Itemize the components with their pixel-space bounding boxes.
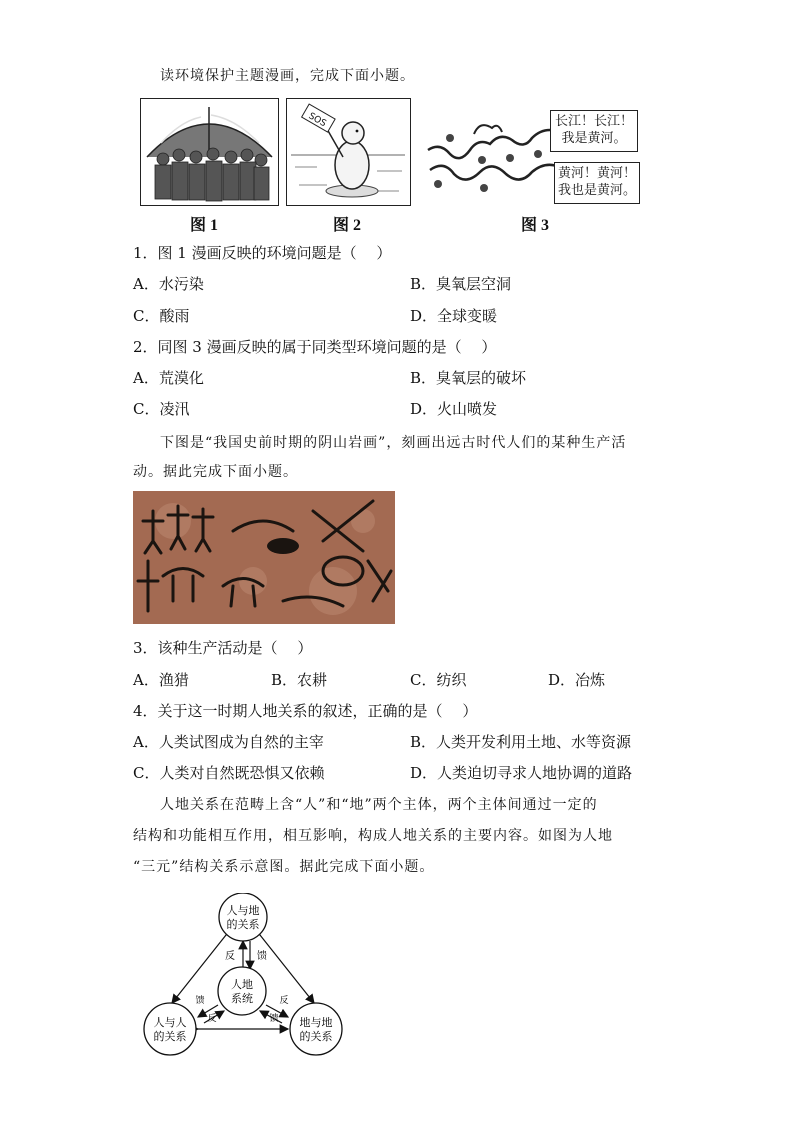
speech-bubble-2: [554, 162, 640, 204]
section2-intro-line-1: 下图是“我国史前时期的阴山岩画”，刻画出远古时代人们的某种生产活: [160, 435, 627, 451]
figure-1-umbrella-cartoon: [140, 98, 279, 206]
q2-option-b[interactable]: B．臭氧层的破坏: [410, 369, 527, 387]
node-top-line-1: 人与地: [226, 904, 260, 917]
label-kui: 馈: [257, 951, 267, 962]
node-top-line-2: 的关系: [226, 918, 260, 931]
node-center-line-2: 系统: [231, 992, 253, 1005]
node-right-line-2: 的关系: [299, 1030, 333, 1043]
q2-option-a[interactable]: A．荒漠化: [133, 369, 204, 387]
bubble-2-line-2: 我也是黄河。: [557, 183, 636, 198]
node-center-line-1: 人地: [231, 978, 253, 991]
label-left-a: 馈: [195, 996, 205, 1006]
q1-option-b[interactable]: B．臭氧层空洞: [410, 275, 512, 293]
node-left-line-2: 的关系: [153, 1030, 187, 1043]
label-right-b: 馈: [269, 1014, 279, 1024]
caption-figure-1: 图 1: [190, 217, 219, 234]
node-left-line-1: 人与人: [153, 1016, 187, 1029]
section3-intro-line-2: 结构和功能相互作用，相互影响，构成人地关系的主要内容。如图为人地: [133, 828, 613, 844]
section3-intro-line-3: “三元”结构关系示意图。据此完成下面小题。: [133, 859, 435, 875]
caption-figure-3: 图 3: [521, 217, 550, 234]
sos-sign-text: SOS: [306, 111, 328, 130]
node-human-land: [219, 893, 267, 941]
rock-painting-image: [133, 491, 395, 624]
q4-option-c[interactable]: C．人类对自然既恐惧又依赖: [133, 764, 325, 782]
label-left-b: 反: [207, 1014, 217, 1024]
q1-option-d[interactable]: D．全球变暖: [410, 307, 498, 325]
q2-option-d[interactable]: D．火山喷发: [410, 400, 498, 418]
section3-intro-line-1: 人地关系在范畴上含“人”和“地”两个主体，两个主体间通过一定的: [160, 797, 598, 813]
section1-intro: 读环境保护主题漫画，完成下面小题。: [160, 68, 415, 84]
q3-option-d[interactable]: D．冶炼: [548, 671, 606, 689]
speech-bubble-1: [550, 110, 638, 152]
three-element-relation-diagram: [138, 893, 378, 1063]
section2-intro-line-2: 动。据此完成下面小题。: [133, 464, 298, 480]
node-human-human: [144, 1003, 196, 1055]
question-4-stem: 4．关于这一时期人地关系的叙述，正确的是（ ）: [133, 702, 478, 720]
q4-option-d[interactable]: D．人类迫切寻求人地协调的道路: [410, 764, 633, 782]
question-1-stem: 1．图 1 漫画反映的环境问题是（ ）: [133, 244, 392, 262]
bubble-2-line-1: 黄河！黄河！: [557, 166, 636, 181]
edge-top-right: [260, 935, 314, 1003]
bubble-1-line-2: 我是黄河。: [561, 131, 627, 146]
q3-option-a[interactable]: A．渔猎: [133, 671, 189, 689]
question-3-stem: 3．该种生产活动是（ ）: [133, 639, 313, 657]
figure-2-polar-bear-cartoon: [286, 98, 411, 206]
node-land-land: [290, 1003, 342, 1055]
label-fan: 反: [225, 951, 235, 962]
node-human-land-system: [218, 967, 266, 1015]
q4-option-a[interactable]: A．人类试图成为自然的主宰: [133, 733, 324, 751]
label-right-a: 反: [279, 996, 289, 1006]
q1-option-c[interactable]: C．酸雨: [133, 307, 190, 325]
caption-figure-2: 图 2: [333, 217, 362, 234]
q3-option-c[interactable]: C．纺织: [410, 671, 467, 689]
node-right-line-1: 地与地: [299, 1016, 333, 1029]
q2-option-c[interactable]: C．凌汛: [133, 400, 190, 418]
bubble-1-line-1: 长江！长江！: [554, 114, 633, 129]
figure-3-river-cartoon: [420, 98, 642, 208]
question-2-stem: 2．同图 3 漫画反映的属于同类型环境问题的是（ ）: [133, 338, 497, 356]
q1-option-a[interactable]: A．水污染: [133, 275, 204, 293]
q4-option-b[interactable]: B．人类开发利用土地、水等资源: [410, 733, 632, 751]
q3-option-b[interactable]: B．农耕: [271, 671, 328, 689]
